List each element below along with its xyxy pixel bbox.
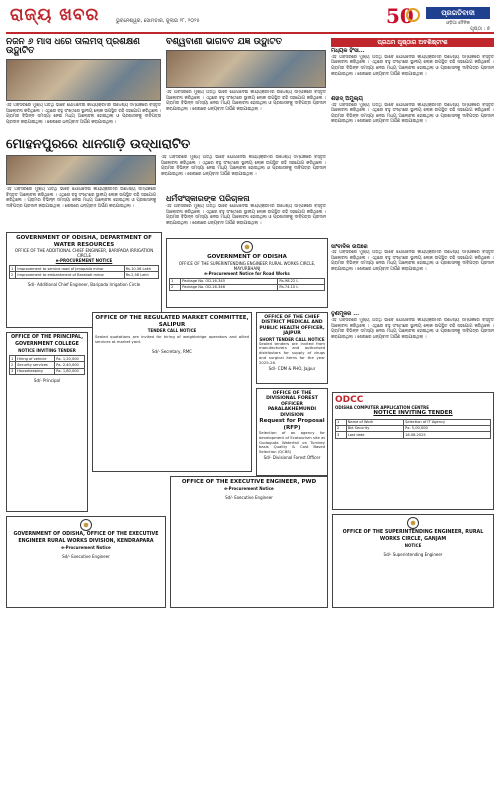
ad3-text: Sealed tenders are invited from manufacturers and authorised distributors for supply of drugs and surgical items for the year 2025-26. bbox=[259, 340, 325, 365]
article-2-photo bbox=[166, 50, 326, 88]
article-6-body: ଏହି ଅବସରରେ ମୁଖ୍ୟ ଅତିଥି ଭାବେ ଯୋଗଦେଇ କାର୍ଯ୍ୟକ୍ରମର ଉଦ୍ଦେଶ୍ୟ ସମ୍ପର୍କରେ ବିସ୍ତୃତ ଆଲୋଚନା କରିଥିଲେ । ଏଥିରେ ବହୁ ସଂଖ୍୯ାରେ ସ୍ଥାନୀୟ ଲୋକ ଉପସ୍ଥିତ ରହି ସହଯୋଗ କରିଥିଲେ । ଗ୍ରାମର ବିଭିନ୍ନ ସମସ୍ୟା ନେଇ ମଧ୍ୟ ଆଲୋଚନା ହୋଇଥିଲା ଓ ପ୍ରଶାସନକୁ ଦାବିପତ୍ର ପ୍ରଦାନ କରାଯାଇଥିଲା । ଶେଷରେ ଧନ୍ୟବାଦ ଅର୍ପଣ କରାଯାଇଥିଲା । bbox=[331, 250, 494, 273]
table-row: 2 Improvement to embankment of Barabati minor Rs.2,58 Lakh bbox=[10, 272, 159, 278]
ad4-notice: Request for Proposal (RFP) bbox=[259, 418, 325, 431]
ad1-notice: e-PROCUREMENT NOTICE bbox=[55, 258, 113, 263]
ad-cdmo-jajpur bbox=[256, 312, 328, 384]
article-5-body2: ଏହି ଅବସରରେ ମୁଖ୍ୟ ଅତିଥି ଭାବେ ଯୋଗଦେଇ କାର୍ଯ୍ୟକ୍ରମର ଉଦ୍ଦେଶ୍ୟ ସମ୍ପର୍କରେ ବିସ୍ତୃତ ଆଲୋଚନା କରିଥିଲେ । ଏଥିରେ ବହୁ ସଂଖ୍୯ାରେ ସ୍ଥାନୀୟ ଲୋକ ଉପସ୍ଥିତ ରହି ସହଯୋଗ କରିଥିଲେ । ଗ୍ରାମର ବିଭିନ୍ନ ସମସ୍ୟା ନେଇ ମଧ୍ୟ ଆଲୋଚନା ହୋଇଥିଲା ଓ ପ୍ରଶାସନକୁ ଦାବିପତ୍ର ପ୍ରଦାନ କରାଯାଇଥିଲା । ଶେଷରେ ଧନ୍ୟବାଦ ଅର୍ପଣ କରାଯାଇଥିଲା । bbox=[331, 102, 494, 125]
brand-name: ପ୍ରଗତିବାଦୀ bbox=[426, 7, 490, 19]
ad-dfo-paralakhemundi bbox=[256, 388, 328, 476]
ad4-title: OFFICE OF THE DIVISIONAL FOREST OFFICER PARALAKHEMUNDI DIVISION bbox=[266, 391, 318, 418]
odisha-emblem-icon bbox=[241, 241, 253, 253]
ad7-notice: e-Procurement Notice bbox=[61, 545, 111, 550]
ad1-office: OFFICE OF THE ADDITIONAL CHIEF ENGINEER, BARIPADA IRRIGATION CIRCLE bbox=[14, 248, 154, 258]
article-2-body: ଏହି ଅବସରରେ ମୁଖ୍ୟ ଅତିଥି ଭାବେ ଯୋଗଦେଇ କାର୍ଯ୍ୟକ୍ରମର ଉଦ୍ଦେଶ୍ୟ ସମ୍ପର୍କରେ ବିସ୍ତୃତ ଆଲୋଚନା କରିଥିଲେ । ଏଥିରେ ବହୁ ସଂଖ୍୯ାରେ ସ୍ଥାନୀୟ ଲୋକ ଉପସ୍ଥିତ ରହି ସହଯୋଗ କରିଥିଲେ । ଗ୍ରାମର ବିଭିନ୍ନ ସମସ୍ୟା ନେଇ ମଧ୍ୟ ଆଲୋଚନା ହୋଇଥିଲା ଓ ପ୍ରଶାସନକୁ ଦାବିପତ୍ର ପ୍ରଦାନ କରାଯାଇଥିଲା । ଶେଷରେ ଧନ୍ୟବାଦ ଅର୍ପଣ କରାଯାଇଥିଲା । bbox=[166, 90, 326, 112]
article-1 bbox=[6, 38, 161, 136]
ad3-notice: SHORT TENDER CALL NOTICE bbox=[259, 336, 325, 342]
ad1-gov: GOVERNMENT OF ODISHA, DEPARTMENT OF WATER RESOURCES bbox=[16, 235, 152, 248]
table-row: 1 Improvement to service road of Jenapada minor Rs.10.36 Lakh bbox=[10, 266, 159, 272]
odcc-notice: NOTICE INVITING TENDER bbox=[373, 410, 453, 416]
ad3-title: OFFICE OF THE CHIEF DISTRICT MEDICAL AND PUBLIC HEALTH OFFICER, JAJPUR bbox=[259, 315, 325, 337]
odisha-emblem-icon bbox=[407, 517, 419, 529]
ad-odcc bbox=[332, 392, 494, 510]
article-4-body: ଏହି ଅବସରରେ ମୁଖ୍ୟ ଅତିଥି ଭାବେ ଯୋଗଦେଇ କାର୍ଯ୍ୟକ୍ରମର ଉଦ୍ଦେଶ୍ୟ ସମ୍ପର୍କରେ ବିସ୍ତୃତ ଆଲୋଚନା କରିଥିଲେ । ଏଥିରେ ବହୁ ସଂଖ୍୯ାରେ ସ୍ଥାନୀୟ ଲୋକ ଉପସ୍ଥିତ ରହି ସହଯୋଗ କରିଥିଲେ । ଗ୍ରାମର ବିଭିନ୍ନ ସମସ୍ୟା ନେଇ ମଧ୍ୟ ଆଲୋଚନା ହୋଇଥିଲା ଓ ପ୍ରଶାସନକୁ ଦାବିପତ୍ର ପ୍ରଦାନ କରାଯାଇଥିଲା । ଶେଷରେ ଧନ୍ୟବାଦ ଅର୍ପଣ କରାଯାଇଥିଲା । bbox=[166, 204, 326, 226]
article-1-headline: ନିର୍ଜନ ୬ ମାସ ଧରେ ତାଲିମିସ୍ ପ୍ରଶିକ୍ଷଣ ଉଦ୍ଘାଟିତ bbox=[6, 38, 140, 57]
article-4-headline: ଧର୍ମସଂସ୍କାରଙ୍କ ପରିଚାଳନା bbox=[166, 194, 326, 204]
ad6-sign: Sd/- Secretary, RMC bbox=[152, 348, 192, 354]
anniversary-number: 50 bbox=[386, 4, 414, 28]
ad8-sign: Sd/- Executive Engineer bbox=[225, 494, 273, 500]
ad6-notice: TENDER CALL NOTICE bbox=[147, 328, 197, 333]
article-3-body-left: ଏହି ଅବସରରେ ମୁଖ୍ୟ ଅତିଥି ଭାବେ ଯୋଗଦେଇ କାର୍ଯ୍ୟକ୍ରମର ଉଦ୍ଦେଶ୍ୟ ସମ୍ପର୍କରେ ବିସ୍ତୃତ ଆଲୋଚନା କରିଥିଲେ । ଏଥିରେ ବହୁ ସଂଖ୍୯ାରେ ସ୍ଥାନୀୟ ଲୋକ ଉପସ୍ଥିତ ରହି ସହଯୋଗ କରିଥିଲେ । ଗ୍ରାମର ବିଭିନ୍ନ ସମସ୍ୟା ନେଇ ମଧ୍ୟ ଆଲୋଚନା ହୋଇଥିଲା ଓ ପ୍ରଶାସନକୁ ଦାବିପତ୍ର ପ୍ରଦାନ କରାଯାଇଥିଲା । ଶେଷରେ ଧନ୍ୟବାଦ ଅର୍ପଣ କରାଯାଇଥିଲା । bbox=[6, 187, 156, 209]
article-7-sub: ତୃଣମୂଳର ... bbox=[331, 311, 359, 318]
ad7-sign: Sd/- Executive Engineer bbox=[62, 554, 110, 559]
odcc-name: ODISHA COMPUTER APPLICATION CENTRE bbox=[335, 405, 429, 410]
ad6-text: Sealed quotations are invited for hiring of weighbridge operators and allied services at market yard. bbox=[95, 334, 249, 344]
section-title: ରାଜ୍ୟ ଖବର bbox=[10, 5, 100, 25]
masthead bbox=[6, 4, 494, 34]
article-6-sub: ସାଂବାଦିକ ଉପରେ bbox=[331, 243, 368, 250]
ad5-title: OFFICE OF THE PRINCIPAL, GOVERNMENT COLLEGE bbox=[10, 335, 84, 347]
article-1-photo bbox=[6, 59, 161, 101]
article-5-sub1: ମଧ୍ୟକ ହିଂସା... bbox=[331, 48, 365, 54]
ad2-office: OFFICE OF THE SUPERINTENDING ENGINEER RURAL WORKS CIRCLE, MAYURBHANJ bbox=[178, 260, 316, 271]
table-row: 2 Bid Security Rs. 5,00,000 bbox=[336, 425, 491, 431]
newspaper-page bbox=[6, 4, 494, 784]
dateline: ଭୁବନେଶ୍ୱର, ସୋମବାର, ଜୁଲାଇ ୨୮, ୨୦୨୫ bbox=[116, 18, 200, 24]
ad1-table bbox=[9, 265, 159, 279]
ad2-notice: e-Procurement Notice for Road Works bbox=[204, 270, 290, 276]
page-number: ପୃଷ୍ଠା : ୭ bbox=[470, 26, 490, 32]
ad-rural-works-kendrapara bbox=[6, 516, 166, 608]
odcc-logo: ODCC bbox=[335, 395, 364, 405]
article-5-body1: ଏହି ଅବସରରେ ମୁଖ୍ୟ ଅତିଥି ଭାବେ ଯୋଗଦେଇ କାର୍ଯ୍ୟକ୍ରମର ଉଦ୍ଦେଶ୍ୟ ସମ୍ପର୍କରେ ବିସ୍ତୃତ ଆଲୋଚନା କରିଥିଲେ । ଏଥିରେ ବହୁ ସଂଖ୍୯ାରେ ସ୍ଥାନୀୟ ଲୋକ ଉପସ୍ଥିତ ରହି ସହଯୋଗ କରିଥିଲେ । ଗ୍ରାମର ବିଭିନ୍ନ ସମସ୍ୟା ନେଇ ମଧ୍ୟ ଆଲୋଚନା ହୋଇଥିଲା ଓ ପ୍ରଶାସନକୁ ଦାବିପତ୍ର ପ୍ରଦାନ କରାଯାଇଥିଲା । ଶେଷରେ ଧନ୍ୟବାଦ ଅର୍ପଣ କରାଯାଇଥିଲା । bbox=[331, 54, 494, 77]
brand-tagline: ଓଡ଼ିଆ ଦୈନିକ bbox=[446, 21, 470, 26]
ad-rural-works-ganjam bbox=[332, 514, 494, 608]
article-5-sub2: ଶହୀଦ୍ ଅମୁଲ୍ୟ bbox=[331, 95, 363, 102]
ad7-title: GOVERNMENT OF ODISHA, OFFICE OF THE EXECUTIVE ENGINEER RURAL WORKS DIVISION, KENDRAPARA bbox=[13, 532, 159, 544]
ad5-table bbox=[9, 355, 85, 375]
article-3-photo bbox=[6, 155, 156, 185]
ad4-text: Selection of an agency for development of Ecotourism site at Gudaguda Waterfall on Turnkey basis Quality & Cost Based Selection (QCBS) bbox=[259, 430, 325, 455]
ad5-notice: NOTICE INVITING TENDER bbox=[18, 348, 76, 353]
article-1-body: ଏହି ଅବସରରେ ମୁଖ୍ୟ ଅତିଥି ଭାବେ ଯୋଗଦେଇ କାର୍ଯ୍ୟକ୍ରମର ଉଦ୍ଦେଶ୍ୟ ସମ୍ପର୍କରେ ବିସ୍ତୃତ ଆଲୋଚନା କରିଥିଲେ । ଏଥିରେ ବହୁ ସଂଖ୍୯ାରେ ସ୍ଥାନୀୟ ଲୋକ ଉପସ୍ଥିତ ରହି ସହଯୋଗ କରିଥିଲେ । ଗ୍ରାମର ବିଭିନ୍ନ ସମସ୍ୟା ନେଇ ମଧ୍ୟ ଆଲୋଚନା ହୋଇଥିଲା ଓ ପ୍ରଶାସନକୁ ଦାବିପତ୍ର ପ୍ରଦାନ କରାଯାଇଥିଲା । ଶେଷରେ ଧନ୍ୟବାଦ ଅର୍ପଣ କରାଯାଇଥିଲା । bbox=[6, 103, 161, 125]
anniversary-logo bbox=[384, 4, 424, 30]
ad-principal-college bbox=[6, 332, 88, 512]
anniversary-ring-icon bbox=[406, 8, 420, 22]
table-row: 3 Last date 18.08.2025 bbox=[336, 432, 491, 438]
ad8-title: OFFICE OF THE EXECUTIVE ENGINEER, PWD bbox=[181, 479, 317, 485]
odisha-emblem-icon bbox=[80, 519, 92, 531]
ad4-sign: Sd/- Divisional Forest Officer bbox=[263, 455, 321, 461]
article-5-headline: ପ୍ରଥମ ପୃଷ୍ଠାର ଅବଶିଷ୍ଟାଂଶ bbox=[331, 38, 494, 47]
ad2-gov: GOVERNMENT OF ODISHA bbox=[207, 254, 287, 260]
ad-rural-works-mayurbhanj bbox=[166, 238, 328, 308]
ad10-sign: Sd/- Superintending Engineer bbox=[383, 552, 443, 557]
table-row: 3 Housekeeping Rs. 1,80,000 bbox=[10, 368, 85, 374]
table-row: 2 Package No. OD-16-346 Rs.74.10 L bbox=[170, 284, 325, 290]
article-4 bbox=[166, 194, 326, 234]
table-row: 1 Hiring of vehicle Rs. 1,20,000 bbox=[10, 356, 85, 362]
table-row: 2 Security services Rs. 2,40,000 bbox=[10, 362, 85, 368]
ad6-title: OFFICE OF THE REGULATED MARKET COMMITTEE, SALIPUR bbox=[95, 315, 249, 328]
table-row: 1 Name of Work Selection of IT Agency bbox=[336, 419, 491, 425]
article-2-headline: ବିଶ୍ୱବାଣୀ ଭାଗବତ ଯଜ୍ଞ ଉଦ୍ଘାଟିତ bbox=[166, 38, 283, 47]
ad-regulated-market bbox=[92, 312, 252, 472]
ad-pwd bbox=[170, 476, 328, 608]
article-3-headline: ମୋହନପୁରରେ ଧାନଗାଡ଼ି ଉଦ୍ଧାରାଟିତ bbox=[6, 138, 191, 152]
ad3-sign: Sd/- CDM & PHO, Jajpur bbox=[268, 365, 316, 371]
ad1-sign: Sd/- Additional Chief Engineer, Baripada Irrigation Circle bbox=[27, 281, 141, 287]
article-5 bbox=[331, 38, 494, 388]
table-row: 1 Package No. OD-16-345 Rs.98.22 L bbox=[170, 278, 325, 284]
ad10-title: OFFICE OF THE SUPERINTENDING ENGINEER, RURAL WORKS CIRCLE, GANJAM bbox=[342, 530, 484, 542]
ad10-notice: NOTICE bbox=[404, 543, 422, 548]
odcc-table bbox=[335, 419, 491, 439]
article-2 bbox=[166, 38, 326, 136]
ad2-table bbox=[169, 278, 325, 292]
article-3-body-right: ଏହି ଅବସରରେ ମୁଖ୍ୟ ଅତିଥି ଭାବେ ଯୋଗଦେଇ କାର୍ଯ୍ୟକ୍ରମର ଉଦ୍ଦେଶ୍ୟ ସମ୍ପର୍କରେ ବିସ୍ତୃତ ଆଲୋଚନା କରିଥିଲେ । ଏଥିରେ ବହୁ ସଂଖ୍୯ାରେ ସ୍ଥାନୀୟ ଲୋକ ଉପସ୍ଥିତ ରହି ସହଯୋଗ କରିଥିଲେ । ଗ୍ରାମର ବିଭିନ୍ନ ସମସ୍ୟା ନେଇ ମଧ୍ୟ ଆଲୋଚନା ହୋଇଥିଲା ଓ ପ୍ରଶାସନକୁ ଦାବିପତ୍ର ପ୍ରଦାନ କରାଯାଇଥିଲା । ଶେଷରେ ଧନ୍ୟବାଦ ଅର୍ପଣ କରାଯାଇଥିଲା । bbox=[161, 155, 326, 177]
ad8-notice: e-Procurement Notice bbox=[224, 485, 274, 491]
ad5-sign: Sd/- Principal bbox=[33, 378, 61, 384]
article-7-body: ଏହି ଅବସରରେ ମୁଖ୍ୟ ଅତିଥି ଭାବେ ଯୋଗଦେଇ କାର୍ଯ୍ୟକ୍ରମର ଉଦ୍ଦେଶ୍ୟ ସମ୍ପର୍କରେ ବିସ୍ତୃତ ଆଲୋଚନା କରିଥିଲେ । ଏଥିରେ ବହୁ ସଂଖ୍୯ାରେ ସ୍ଥାନୀୟ ଲୋକ ଉପସ୍ଥିତ ରହି ସହଯୋଗ କରିଥିଲେ । ଗ୍ରାମର ବିଭିନ୍ନ ସମସ୍ୟା ନେଇ ମଧ୍ୟ ଆଲୋଚନା ହୋଇଥିଲା ଓ ପ୍ରଶାସନକୁ ଦାବିପତ୍ର ପ୍ରଦାନ କରାଯାଇଥିଲା । ଶେଷରେ ଧନ୍ୟବାଦ ଅର୍ପଣ କରାଯାଇଥିଲା । bbox=[331, 318, 494, 340]
